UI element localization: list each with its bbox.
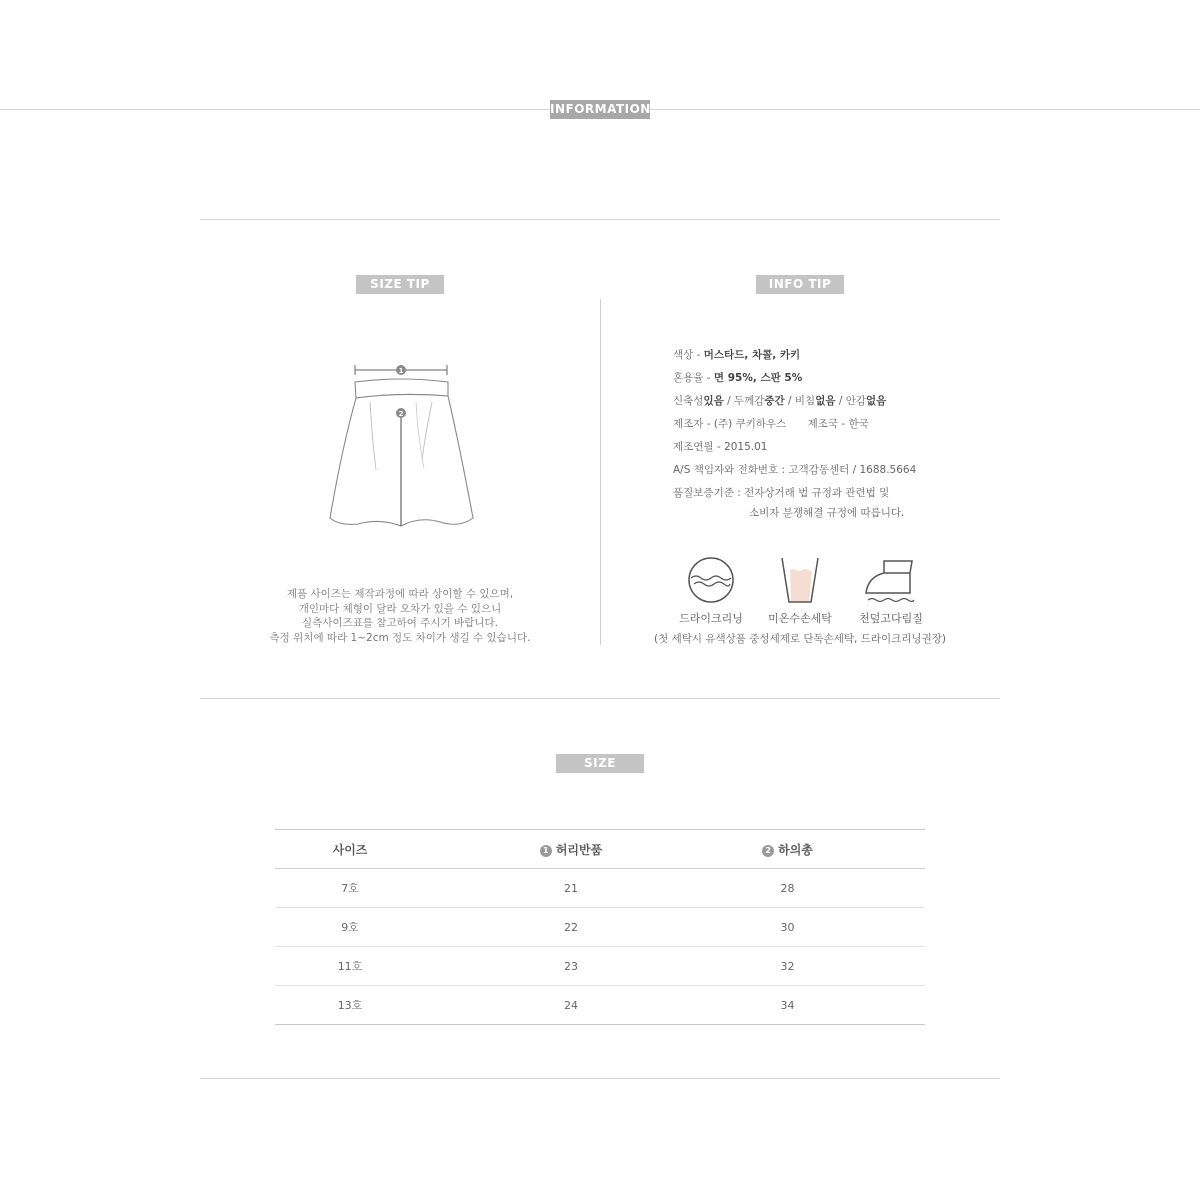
- section-divider-middle: [200, 698, 1000, 699]
- maker-row: [673, 416, 869, 431]
- size-note-line: 제품 사이즈는 제작과정에 따라 상이할 수 있으며,: [286, 588, 514, 600]
- information-tag: INFORMATION: [550, 100, 650, 119]
- table-row: [275, 908, 925, 947]
- empty-cell: [858, 908, 925, 947]
- length-cell: 32: [717, 947, 858, 986]
- dry-clean-icon: [686, 556, 736, 606]
- marker-2-label: 2: [398, 410, 404, 418]
- size-table: [275, 829, 925, 1025]
- waist-column-header: [425, 830, 717, 869]
- color-label: 색상 -: [673, 349, 704, 361]
- hand-wash-icon: [779, 556, 821, 606]
- lining-value: 없음: [865, 395, 887, 407]
- size-cell: 7호: [275, 869, 425, 908]
- empty-cell: [858, 986, 925, 1025]
- skirt-diagram: [320, 358, 485, 533]
- waist-header-label: 허리반품: [555, 842, 603, 857]
- length-header-label: 하의총: [778, 842, 813, 857]
- length-cell: 28: [717, 869, 858, 908]
- waist-cell: 21: [425, 869, 717, 908]
- warranty-row-2: 소비자 분쟁해결 규정에 따릅니다.: [749, 507, 905, 519]
- size-tip-note: [230, 587, 570, 645]
- empty-cell: [858, 869, 925, 908]
- warranty-row: 품질보증기준 : 전자상거래 법 규정과 관련법 및: [673, 487, 890, 499]
- size-tag: SIZE: [556, 754, 644, 773]
- properties-row: [673, 393, 886, 408]
- sheer-value: 없음: [815, 395, 836, 407]
- empty-column-header: [858, 830, 925, 869]
- as-row: A/S 책임자와 전화번호 : 고객감동센터 / 1688.5664: [673, 464, 917, 476]
- care-label-dry: 드라이크리닝: [679, 612, 743, 625]
- waist-cell: 22: [425, 908, 717, 947]
- length-cell: 34: [717, 986, 858, 1025]
- thickness-value: 중간: [764, 395, 785, 407]
- size-cell: 13호: [275, 986, 425, 1025]
- info-tip-tag: INFO TIP: [756, 275, 844, 294]
- waist-cell: 24: [425, 986, 717, 1025]
- stretch-value: 있음: [703, 395, 724, 407]
- maker-text: 제조자 - (주) 쿠키하우스: [673, 418, 787, 430]
- color-row: [673, 347, 800, 362]
- section-divider-top: [200, 219, 1000, 220]
- country-text: 제조국 - 한국: [807, 418, 869, 430]
- iron-icon: [862, 555, 918, 607]
- column-divider: [600, 299, 601, 645]
- size-cell: 11호: [275, 947, 425, 986]
- table-row: [275, 986, 925, 1025]
- sheer-label: / 비침: [784, 395, 816, 407]
- length-cell: 30: [717, 908, 858, 947]
- fabric-row: [673, 370, 802, 385]
- section-divider-bottom: [200, 1078, 1000, 1079]
- size-table-header: [275, 830, 925, 869]
- fabric-value: 면 95%, 스판 5%: [713, 372, 803, 384]
- color-value: 머스타드, 차콜, 카키: [703, 349, 801, 361]
- care-label-iron: 천덮고다림질: [859, 612, 923, 625]
- thickness-label: / 두께감: [723, 395, 765, 407]
- size-note-line: 측정 위치에 따라 1~2cm 정도 차이가 생길 수 있습니다.: [269, 631, 531, 644]
- lining-label: / 안감: [835, 395, 866, 407]
- empty-cell: [858, 947, 925, 986]
- size-column-header: 사이즈: [275, 830, 425, 869]
- date-row: 제조연월 - 2015.01: [673, 441, 768, 453]
- marker-1-label: 1: [398, 367, 404, 375]
- fabric-label: 혼용율 -: [673, 372, 714, 384]
- care-label-wash: 미온수손세탁: [768, 612, 832, 625]
- length-column-header: [717, 830, 858, 869]
- marker-2-badge: 2: [762, 845, 774, 857]
- size-note-line: 개인마다 체형이 달라 오차가 있을 수 있으니: [298, 602, 502, 615]
- care-note: (첫 세탁시 유색상품 중성세제로 단독손세탁, 드라이크리닝권장): [654, 633, 946, 645]
- waist-cell: 23: [425, 947, 717, 986]
- size-cell: 9호: [275, 908, 425, 947]
- size-note-line: 실측사이즈표를 참고하여 주시기 바랍니다.: [302, 617, 498, 629]
- stretch-label: 신축성: [673, 395, 704, 407]
- table-row: [275, 869, 925, 908]
- table-row: [275, 947, 925, 986]
- size-tip-tag: SIZE TIP: [356, 275, 444, 294]
- marker-1-badge: 1: [540, 845, 552, 857]
